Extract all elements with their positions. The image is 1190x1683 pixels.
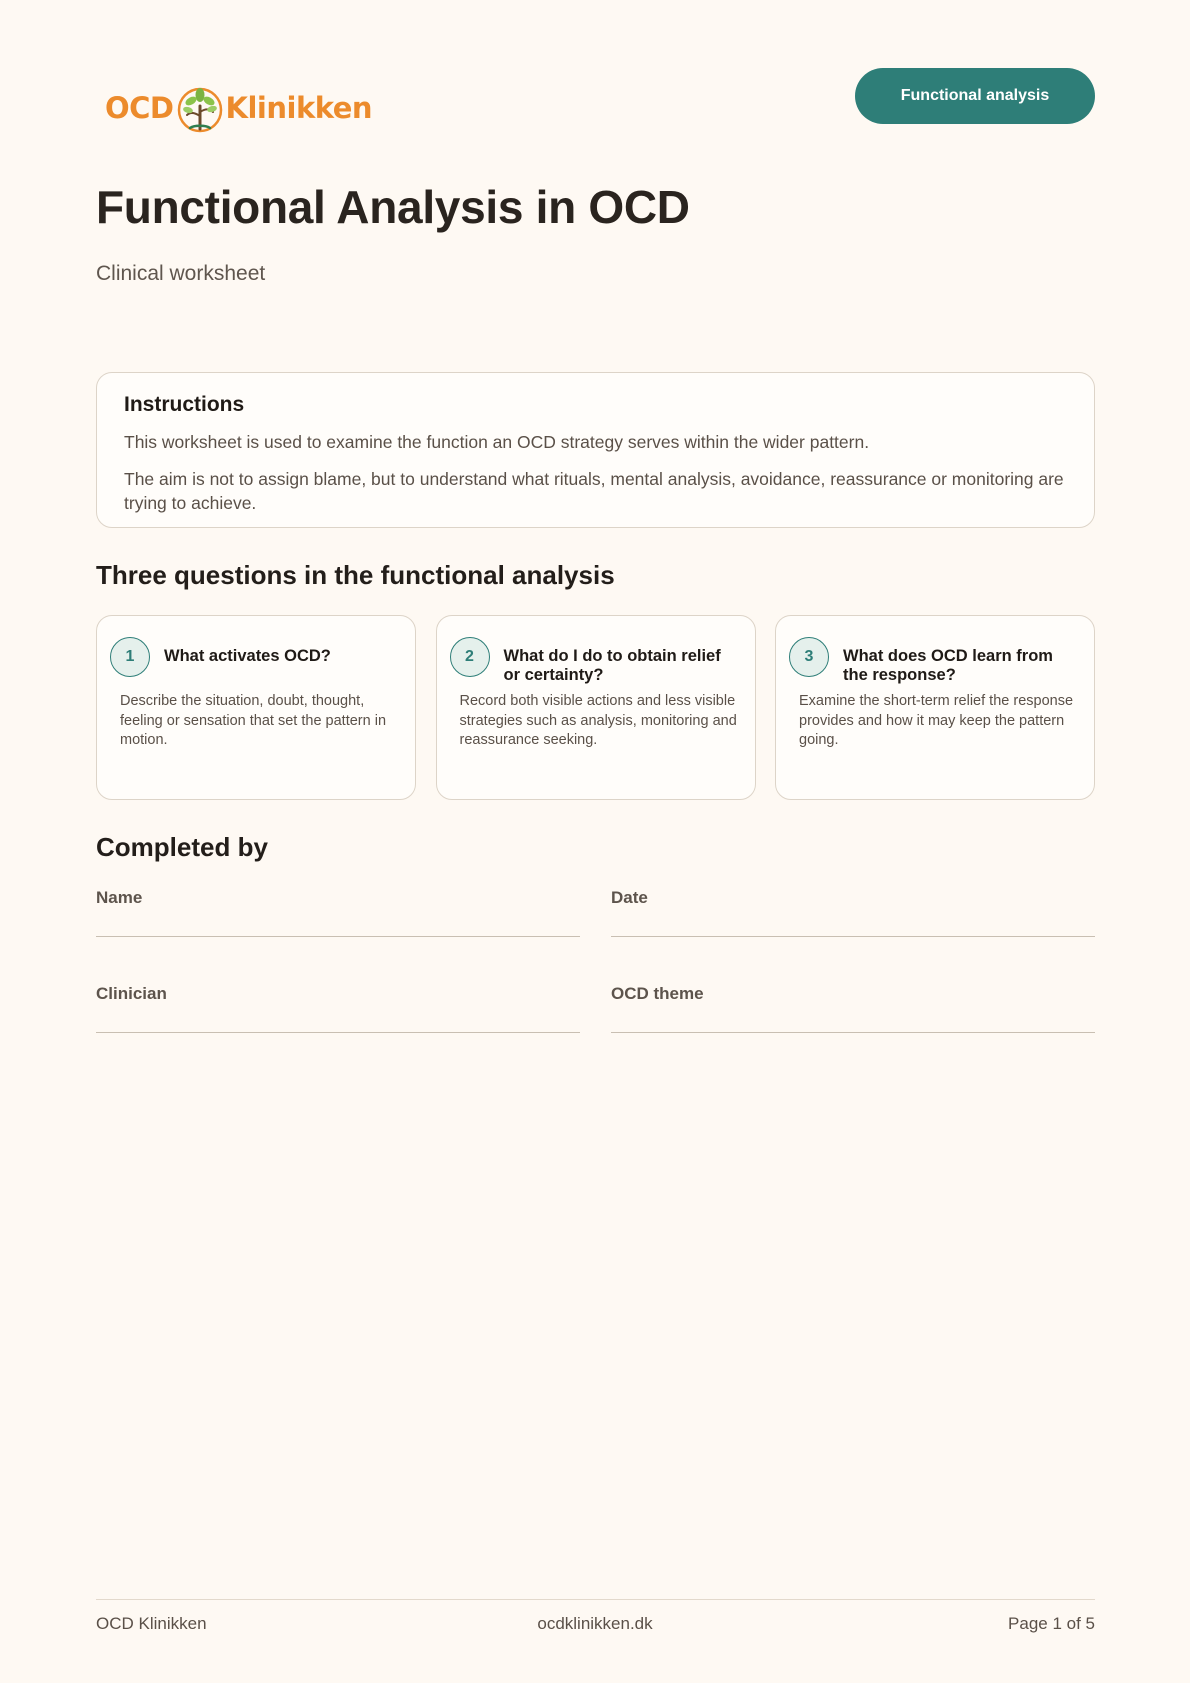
step-number-badge: 1 <box>110 637 150 677</box>
page-title: Functional Analysis in OCD <box>96 181 690 233</box>
question-card-3 <box>775 615 1095 800</box>
question-card-text: Record both visible actions and less visible strategies such as analysis, monitoring and reassurance seeking. <box>459 693 737 748</box>
completed-by-heading: Completed by <box>96 832 268 862</box>
question-card-title: What activates OCD? <box>164 647 331 665</box>
instructions-heading: Instructions <box>124 393 245 416</box>
page-subtitle: Clinical worksheet <box>96 262 266 285</box>
question-cards <box>96 615 1095 800</box>
question-card-text: Describe the situation, doubt, thought, feeling or sensation that set the pattern in motion. <box>120 693 387 748</box>
question-card-2 <box>436 615 756 800</box>
ocd-klinikken-logo <box>105 80 372 136</box>
functional-analysis-badge: Functional analysis <box>855 68 1095 124</box>
logo-text-klinikken: Klinikken <box>225 91 373 125</box>
name-field[interactable] <box>96 888 580 908</box>
instructions-paragraph: This worksheet is used to examine the function an OCD strategy serves within the wider pattern. <box>124 432 870 452</box>
footer-organization: OCD Klinikken <box>96 1614 207 1633</box>
tree-logo-icon <box>176 82 224 134</box>
ocd-theme-field-label: OCD theme <box>611 984 704 1003</box>
date-field-label: Date <box>611 888 648 907</box>
instructions-box <box>96 372 1095 528</box>
question-card-1 <box>96 615 416 800</box>
instructions-paragraph: The aim is not to assign blame, but to understand what rituals, mental analysis, avoidance, reassurance or monitoring are trying to achieve. <box>124 469 1064 513</box>
name-field-line[interactable] <box>96 936 580 937</box>
clinician-field-line[interactable] <box>96 1032 580 1033</box>
step-number-badge: 2 <box>450 637 490 677</box>
ocd-theme-field[interactable] <box>611 984 1095 1004</box>
logo-text-ocd: OCD <box>105 91 174 125</box>
clinician-field-label: Clinician <box>96 984 167 1003</box>
question-card-title: What do I do to obtain relief or certainty? <box>503 647 721 684</box>
footer-website: ocdklinikken.dk <box>537 1614 653 1633</box>
clinician-field[interactable] <box>96 984 580 1004</box>
question-card-title: What does OCD learn from the response? <box>843 647 1053 684</box>
questions-section-heading: Three questions in the functional analysis <box>96 560 615 590</box>
name-field-label: Name <box>96 888 143 907</box>
ocd-theme-field-line[interactable] <box>611 1032 1095 1033</box>
date-field[interactable] <box>611 888 1095 908</box>
question-card-text: Examine the short-term relief the response provides and how it may keep the pattern going. <box>799 693 1074 748</box>
footer-page-number: Page 1 of 5 <box>1008 1614 1095 1633</box>
step-number-badge: 3 <box>789 637 829 677</box>
date-field-line[interactable] <box>611 936 1095 937</box>
footer-divider <box>96 1599 1095 1600</box>
